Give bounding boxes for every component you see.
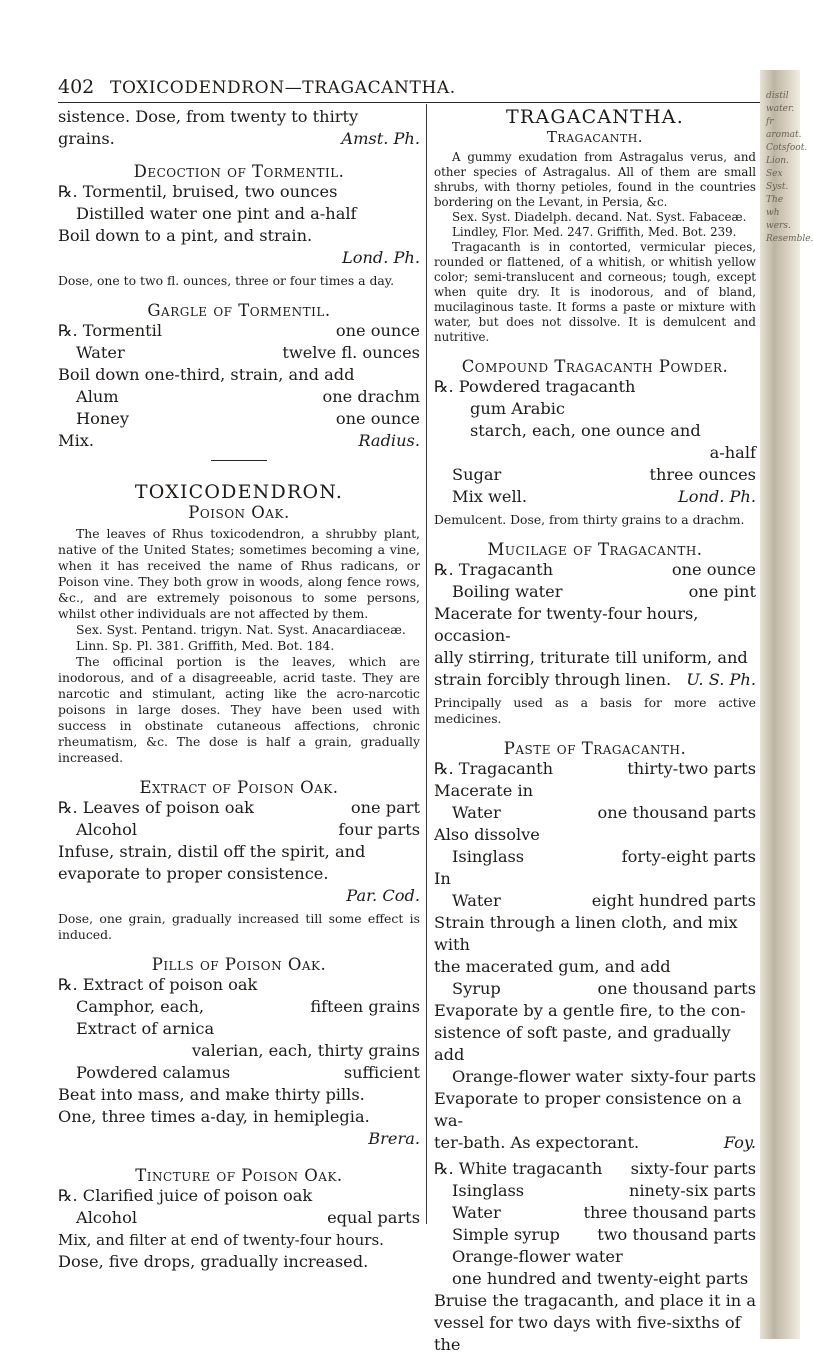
ingredient: Isinglass — [452, 847, 525, 866]
recipe-line: Macerate in — [434, 781, 534, 800]
authority-citation: Par. Cod. — [346, 886, 420, 905]
recipe-line — [434, 559, 756, 581]
quantity: three thousand parts — [583, 1203, 756, 1222]
recipe-line — [58, 430, 420, 452]
recipe-line: Infuse, strain, distil off the spirit, and — [58, 842, 366, 861]
recipe-line: Beat into mass, and make thirty pills. — [58, 1085, 365, 1104]
quantity: sixty-four parts — [630, 1159, 756, 1178]
recipe-line: vessel for two days with five-sixths of the — [434, 1313, 741, 1354]
article-title: TRAGACANTHA. — [506, 106, 684, 128]
authority-citation: Radius. — [358, 431, 420, 450]
quantity: one ounce — [335, 409, 420, 428]
page-number: 402 — [58, 76, 95, 98]
ingredient: Isinglass — [452, 1181, 525, 1200]
recipe-line — [58, 342, 420, 364]
ingredient: Water — [76, 343, 125, 362]
article-body — [434, 150, 756, 345]
recipe-line: Also dissolve — [434, 825, 540, 844]
quantity: one thousand parts — [597, 803, 756, 822]
ingredient: Simple syrup — [452, 1225, 560, 1244]
recipe-line: Distilled water one pint and a-half — [76, 204, 357, 223]
recipe-line: ℞. Powdered tragacanth — [434, 377, 636, 396]
quantity: one thousand parts — [597, 979, 756, 998]
ingredient: Alum — [76, 387, 119, 406]
recipe-line — [58, 408, 420, 430]
recipe-line: Mix, and filter at end of twenty-four hours. — [58, 1231, 384, 1249]
instruction: Mix well. — [452, 487, 527, 506]
ingredient: Water — [452, 891, 501, 910]
paragraph: Sex. Syst. Diadelph. decand. Nat. Syst. Fabaceæ. — [452, 210, 747, 224]
tormentil-continuation — [58, 106, 420, 150]
recipe-line — [58, 320, 420, 342]
recipe-line: Boil down one-third, strain, and add — [58, 365, 355, 384]
quantity: one part — [350, 798, 420, 817]
quantity: two thousand parts — [597, 1225, 756, 1244]
recipe-pills — [58, 974, 420, 1150]
ingredient: ℞. White tragacanth — [434, 1159, 603, 1178]
ingredient: Honey — [76, 409, 130, 428]
paragraph: Linn. Sp. Pl. 381. Griffith, Med. Bot. 184. — [76, 638, 335, 653]
recipe-line: Dose, five drops, gradually increased. — [58, 1252, 369, 1271]
recipe-line — [434, 890, 756, 912]
paragraph: The leaves of Rhus toxicodendron, a shrubby plant, native of the United States; sometimes becoming a vine, when it has received the name of Rhus radicans, or Poison vine. They both grow in woods, along fence rows, &c., and are extremely poisonous to some persons, whilst other individuals are not affected by them. — [58, 526, 420, 621]
quantity: one pint — [688, 582, 756, 601]
ingredient: Camphor, each, — [76, 997, 205, 1016]
recipe-line: In — [434, 869, 451, 888]
recipe-line: ally stirring, triturate till uniform, and — [434, 648, 748, 667]
right-column — [434, 106, 756, 1356]
section-heading: Pills of Poison Oak. — [151, 955, 327, 974]
facing-page-bleed-text: distil water. fr aromat. Cotsfoot. Lion. Sex Syst. The wh wers. Resemble. — [766, 91, 813, 244]
recipe-powder — [434, 376, 756, 508]
quantity: sufficient — [343, 1063, 420, 1082]
recipe-line — [434, 1158, 756, 1180]
left-column — [58, 106, 420, 1273]
recipe-extract — [58, 797, 420, 907]
recipe-line — [434, 846, 756, 868]
article-title: TOXICODENDRON. — [134, 481, 344, 503]
ingredient: Powdered calamus — [76, 1063, 231, 1082]
recipe-paste — [434, 758, 756, 1356]
recipe-line — [434, 1224, 756, 1246]
running-title: TOXICODENDRON—TRAGACANTHA. — [110, 78, 456, 98]
article-body — [58, 526, 420, 766]
section-heading: Gargle of Tormentil. — [147, 301, 331, 320]
recipe-line: gum Arabic — [470, 399, 565, 418]
recipe-line — [434, 1202, 756, 1224]
recipe-line: Orange-flower water — [452, 1247, 623, 1266]
instruction: Mix. — [58, 431, 95, 450]
recipe-line — [58, 386, 420, 408]
authority-citation: Foy. — [723, 1133, 756, 1152]
authority-citation: U. S. Ph. — [686, 670, 756, 689]
recipe-gargle — [58, 320, 420, 452]
quantity: equal parts — [327, 1208, 420, 1227]
dose-note: Demulcent. Dose, from thirty grains to a drachm. — [434, 512, 745, 527]
recipe-line — [434, 758, 756, 780]
section-heading: Decoction of Tormentil. — [133, 162, 345, 181]
recipe-line: Strain through a linen cloth, and mix with — [434, 913, 738, 954]
recipe-line — [58, 1062, 420, 1084]
dose-note: Dose, one to two fl. ounces, three or four times a day. — [58, 273, 395, 288]
ingredient: Alcohol — [76, 1208, 138, 1227]
section-heading: Compound Tragacanth Powder. — [461, 357, 729, 376]
paragraph: Lindley, Flor. Med. 247. Griffith, Med. Bot. 239. — [452, 225, 737, 239]
quantity: four parts — [338, 820, 420, 839]
header-rule — [58, 102, 764, 103]
recipe-mucilage — [434, 559, 756, 691]
ingredient: Water — [452, 803, 501, 822]
recipe-line: ℞. Extract of poison oak — [58, 975, 258, 994]
ingredient: Boiling water — [452, 582, 563, 601]
paragraph: Sex. Syst. Pentand. trigyn. Nat. Syst. Anacardiaceæ. — [76, 622, 406, 637]
dose-note: Principally used as a basis for more active medicines. — [434, 695, 756, 726]
ingredient: Sugar — [452, 465, 502, 484]
recipe-line — [58, 1207, 420, 1229]
recipe-line — [434, 1180, 756, 1202]
authority-citation: Brera. — [368, 1129, 420, 1148]
section-heading: Extract of Poison Oak. — [139, 778, 339, 797]
ingredient: Water — [452, 1203, 501, 1222]
recipe-line: ℞. Tormentil, bruised, two ounces — [58, 182, 338, 201]
authority-citation: Lond. Ph. — [341, 248, 420, 267]
authority-citation: Lond. Ph. — [677, 487, 756, 506]
column-divider — [426, 104, 427, 1224]
recipe-line — [58, 819, 420, 841]
ingredient: ℞. Tragacanth — [434, 560, 554, 579]
quantity: ninety-six parts — [628, 1181, 756, 1200]
recipe-line — [58, 797, 420, 819]
ingredient: ℞. Leaves of poison oak — [58, 798, 254, 817]
authority-citation: Amst. Ph. — [341, 129, 420, 148]
ingredient: Orange-flower water — [452, 1067, 623, 1086]
quantity: one ounce — [671, 560, 756, 579]
recipe-tincture — [58, 1185, 420, 1273]
instruction: ter-bath. As expectorant. — [434, 1133, 640, 1152]
running-header — [58, 76, 782, 100]
recipe-line — [58, 996, 420, 1018]
recipe-line: Macerate for twenty-four hours, occasion- — [434, 604, 699, 645]
quantity: eight hundred parts — [591, 891, 756, 910]
recipe-line: Extract of arnica — [76, 1019, 215, 1038]
recipe-line — [434, 978, 756, 1000]
recipe-line: evaporate to proper consistence. — [58, 864, 329, 883]
text-fragment: grains. — [58, 129, 115, 148]
recipe-line: the macerated gum, and add — [434, 957, 671, 976]
quantity: three ounces — [649, 465, 756, 484]
recipe-line: ℞. Clarified juice of poison oak — [58, 1186, 313, 1205]
recipe-line: valerian, each, thirty grains — [191, 1041, 420, 1060]
recipe-line: one hundred and twenty-eight parts — [452, 1269, 749, 1288]
recipe-line — [434, 486, 756, 508]
quantity: thirty-two parts — [627, 759, 756, 778]
recipe-line — [434, 581, 756, 603]
quantity: forty-eight parts — [621, 847, 756, 866]
recipe-line: Bruise the tragacanth, and place it in a — [434, 1291, 756, 1310]
recipe-line — [434, 1066, 756, 1088]
section-heading: Mucilage of Tragacanth. — [487, 540, 703, 559]
quantity: one drachm — [322, 387, 420, 406]
recipe-line: a-half — [709, 443, 756, 462]
quantity: fifteen grains — [310, 997, 420, 1016]
ingredient: Alcohol — [76, 820, 138, 839]
recipe-line — [434, 802, 756, 824]
dose-note: Dose, one grain, gradually increased till some effect is induced. — [58, 911, 420, 942]
section-heading: Paste of Tragacanth. — [503, 739, 687, 758]
quantity: sixty-four parts — [630, 1067, 756, 1086]
quantity: one ounce — [335, 321, 420, 340]
instruction: strain forcibly through linen. — [434, 670, 672, 689]
ingredient: ℞. Tragacanth — [434, 759, 554, 778]
article-subtitle: Tragacanth. — [546, 128, 644, 146]
recipe-line: starch, each, one ounce and — [470, 421, 701, 440]
paragraph: The officinal portion is the leaves, which are inodorous, and of a disagreeable, acrid taste. They are narcotic and stimulant, acting like the acro-narcotic poisons in large doses. They have been used with success in obstinate cutaneous affections, chronic rheumatism, &c. The dose is half a grain, gradually increased. — [58, 654, 420, 765]
paragraph: Tragacanth is in contorted, vermicular pieces, rounded or flattened, of a whitish, or whitish yellow color; semi-translucent and corneous; tough, except when quite dry. It is inodorous, and of bland, mucilaginous taste. It forms a paste or mixture with water, but does not dissolve. It is demulcent and nutritive. — [434, 240, 756, 344]
text-line — [58, 128, 420, 150]
paragraph: A gummy exudation from Astragalus verus, and other species of Astragalus. All of them are small shrubs, with thorny petioles, found in the countries bordering on the Levant, in Persia, &c. — [434, 150, 756, 209]
recipe-line: One, three times a-day, in hemiplegia. — [58, 1107, 370, 1126]
text-line: sistence. Dose, from twenty to thirty — [58, 107, 359, 126]
recipe-line — [434, 669, 756, 691]
recipe-line — [434, 1132, 756, 1154]
recipe-line: Evaporate to proper consistence on a wa- — [434, 1089, 742, 1130]
ingredient: Syrup — [452, 979, 501, 998]
ingredient: ℞. Tormentil — [58, 321, 163, 340]
recipe-line: Evaporate by a gentle fire, to the con- — [434, 1001, 746, 1020]
article-subtitle: Poison Oak. — [188, 503, 290, 522]
recipe-decoction — [58, 181, 420, 269]
section-rule — [211, 460, 267, 461]
recipe-line: Boil down to a pint, and strain. — [58, 226, 313, 245]
quantity: twelve fl. ounces — [282, 343, 420, 362]
recipe-line: sistence of soft paste, and gradually add — [434, 1023, 731, 1064]
recipe-line — [434, 464, 756, 486]
section-heading: Tincture of Poison Oak. — [135, 1166, 343, 1185]
